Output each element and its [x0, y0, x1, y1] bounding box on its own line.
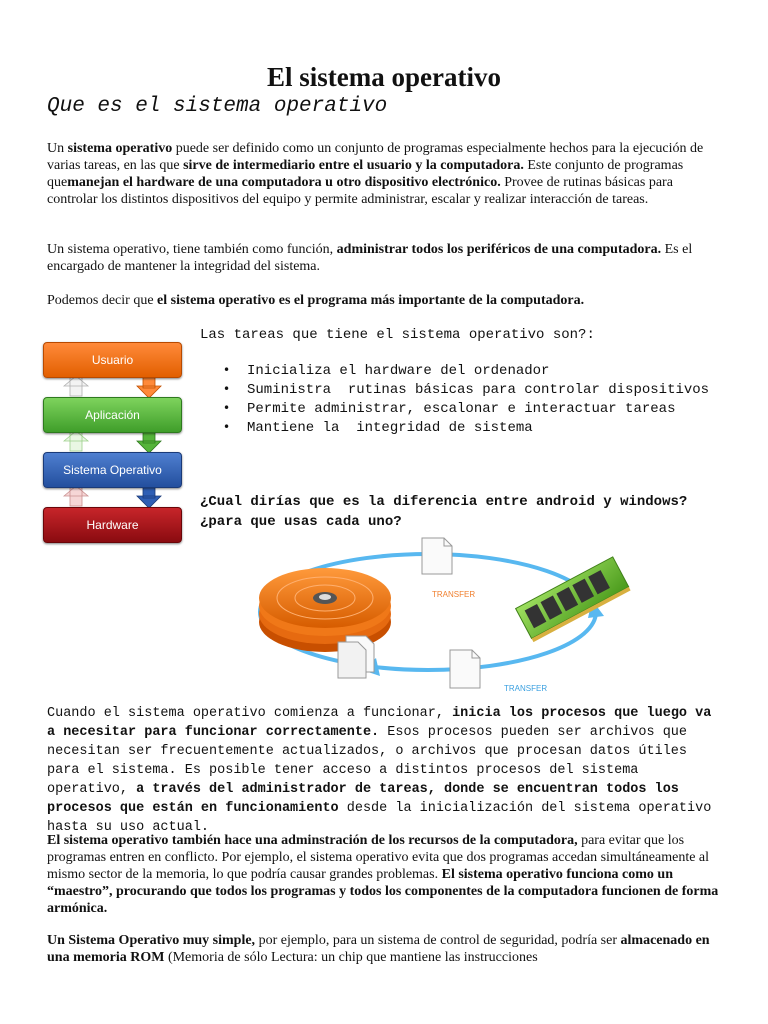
list-item: • Suministra rutinas básicas para controlar dispositivos — [223, 380, 709, 399]
bold-run: sirve de intermediario entre el usuario y la computadora. — [183, 158, 524, 173]
bold-run: almacenado en una memoria ROM — [47, 933, 710, 965]
os-layer-diagram — [40, 338, 185, 548]
list-item: • Mantiene la integridad de sistema — [223, 418, 709, 437]
bold-run: administrar todos los periféricos de una computadora. — [336, 242, 662, 257]
page-title: El sistema operativo — [267, 62, 501, 93]
transfer-label-bottom: TRANSFER — [504, 684, 548, 693]
document-icon — [338, 636, 374, 678]
hard-disk-icon — [259, 568, 391, 652]
document-icon — [422, 538, 452, 574]
bold-run: El sistema operativo también hace una adminstración de los recursos de la computadora, — [47, 833, 578, 848]
text-run: por ejemplo, para un sistema de control de seguridad, podría ser — [255, 933, 621, 948]
text-run: Este conjunto de programas que — [47, 158, 684, 190]
bold-run: a través del administrador de tareas, donde se encuentran todos los procesos que están en funcionamiento — [47, 782, 679, 816]
list-item: • Inicializa el hardware del ordenador — [223, 361, 709, 380]
tasks-heading: Las tareas que tiene el sistema operativo son?: — [200, 327, 595, 343]
text-run: puede ser definido como un conjunto de programas especialmente hechos para la ejecución de varias tareas, en las que — [47, 141, 704, 173]
bold-run: El sistema operativo funciona como un “maestro”, procurando que todos los programas y todos los componentes de la computadora funcionen de forma armónica. — [47, 867, 719, 916]
text-run: Un — [47, 141, 68, 156]
transfer-label-top: TRANSFER — [432, 590, 476, 599]
document-icon — [450, 650, 480, 688]
list-item: • Permite administrar, escalonar e interactuar tareas — [223, 399, 709, 418]
bold-run: inicia los procesos que luego va a necesitar para funcionar correctamente. — [47, 706, 712, 740]
bold-run: el sistema operativo es el programa más importante de la computadora. — [157, 293, 585, 308]
down-arrow — [137, 376, 161, 398]
text-run: para evitar que los programas entren en conflicto. Por ejemplo, el sistema operativo evita que dos programas accedan simultáneamente al mismo sector de la memoria, lo que podría causar grandes problemas. — [47, 833, 710, 882]
down-arrow — [137, 431, 161, 453]
paragraph-function — [47, 241, 723, 275]
bold-run: sistema operativo — [67, 141, 173, 156]
question-text: ¿Cual dirías que es la diferencia entre android y windows? ¿para que usas cada uno? — [200, 494, 688, 530]
text-run: Esos procesos pueden ser archivos que necesitan ser frecuentemente actualizados, o archivos que procesan datos útiles para el sistema. Es posible tener acceso a distintos procesos del sistema operativo, — [47, 725, 688, 797]
task-list — [223, 361, 709, 437]
text-run: desde la inicialización del sistema operativo hasta su uso actual. — [47, 801, 712, 835]
section-subtitle: Que es el sistema operativo — [47, 95, 388, 118]
text-run: Es el encargado de mantener la integridad del sistema. — [47, 242, 693, 274]
layer-sistema-operativo: Sistema Operativo — [43, 452, 182, 488]
layer-aplicacion: Aplicación — [43, 397, 182, 433]
paragraph-importance — [47, 292, 723, 309]
paragraph-resources — [47, 832, 723, 917]
text-run: Cuando el sistema operativo comienza a funcionar, — [47, 706, 453, 721]
bold-run: Un Sistema Operativo muy simple, — [47, 933, 256, 948]
text-run: Provee de rutinas básicas para controlar los distintos dispositivos del equipo y permite administrar, escalar y realizar interacción de tareas. — [47, 175, 673, 207]
paragraph-processes — [47, 704, 723, 837]
layer-hardware: Hardware — [43, 507, 182, 543]
text-run: Podemos decir que — [47, 293, 158, 308]
data-transfer-illustration — [200, 530, 640, 695]
text-run: (Memoria de sólo Lectura: un chip que mantiene las instrucciones — [164, 950, 538, 965]
ram-module-icon — [516, 557, 631, 642]
bold-run: manejan el hardware de una computadora u otro dispositivo electrónico. — [67, 175, 501, 190]
text-run: Un sistema operativo, tiene también como función, — [47, 242, 337, 257]
paragraph-definition — [47, 140, 723, 208]
paragraph-simple-os — [47, 932, 723, 966]
layer-usuario: Usuario — [43, 342, 182, 378]
down-arrow — [137, 486, 161, 508]
